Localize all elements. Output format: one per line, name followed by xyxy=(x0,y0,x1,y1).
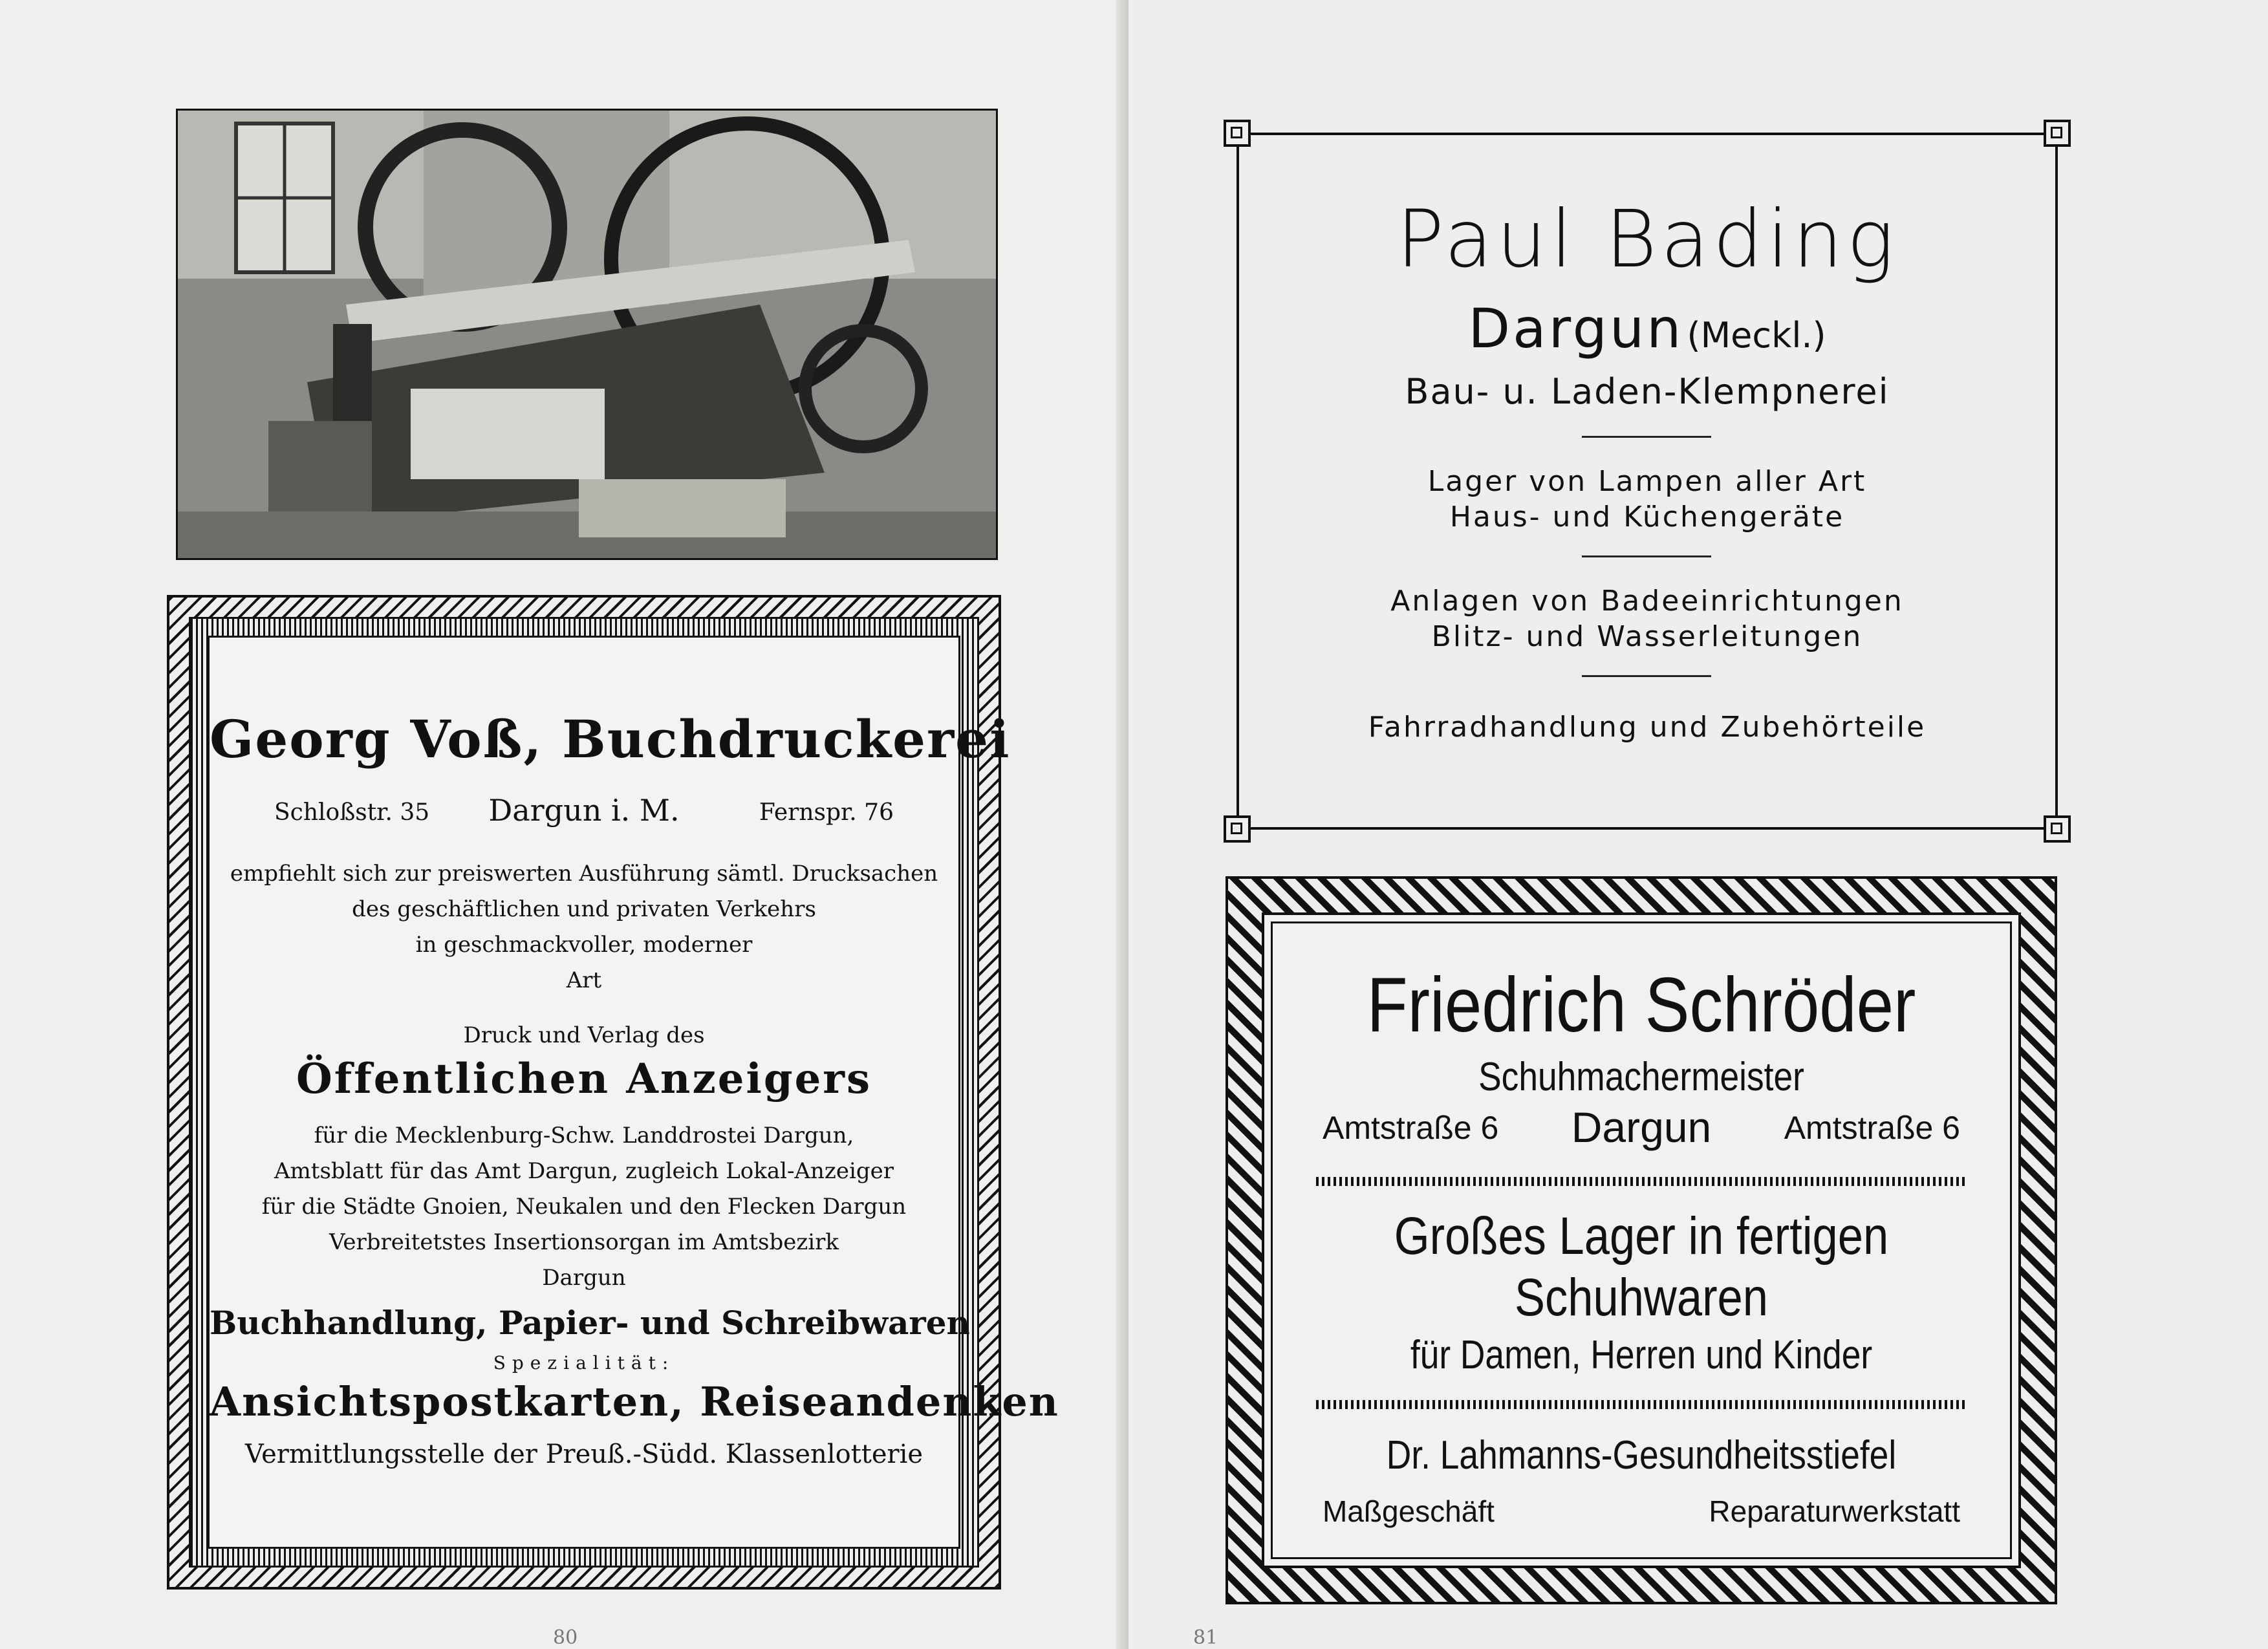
schroeder-city: Dargun xyxy=(1571,1103,1712,1151)
voss-newspaper-line-2: Amtsblatt für das Amt Dargun, zugleich Lokal-Anzeiger xyxy=(274,1158,894,1184)
schroeder-street-right: Amtstraße 6 xyxy=(1784,1110,1960,1146)
dotted-divider xyxy=(1316,1400,1967,1409)
voss-phone: Fernspr. 76 xyxy=(759,799,894,826)
schroeder-name: Friedrich Schröder xyxy=(1366,962,1916,1048)
voss-newspaper-line-5: Dargun xyxy=(542,1265,626,1291)
schroeder-street-left: Amtstraße 6 xyxy=(1323,1110,1499,1146)
bading-trade: Bau- u. Laden-Klempnerei xyxy=(1405,371,1890,412)
schroeder-title: Schuhmachermeister xyxy=(1478,1055,1804,1099)
frame-corner-ornament xyxy=(2044,815,2071,843)
bading-city: Dargun xyxy=(1468,297,1684,360)
divider xyxy=(1582,555,1711,557)
bading-line-c: Fahrradhandlung und Zubehörteile xyxy=(1368,711,1927,744)
voss-intro-line-3: in geschmackvoller, moderner xyxy=(415,932,753,958)
voss-newspaper-line-4: Verbreitetstes Insertionsorgan im Amtsbezirk xyxy=(329,1229,839,1255)
left-page xyxy=(0,0,1129,1649)
bading-line-a1: Lager von Lampen aller Art xyxy=(1427,465,1867,498)
voss-intro-line-1: empfiehlt sich zur preiswerten Ausführung sämtl. Drucksachen xyxy=(230,861,938,887)
bading-advertisement xyxy=(1237,133,2058,830)
divider xyxy=(1582,436,1711,438)
bading-line-b2: Blitz- und Wasserleitungen xyxy=(1431,620,1863,653)
voss-shop: Buchhandlung, Papier- und Schreibwaren xyxy=(210,1304,970,1342)
schroeder-advertisement xyxy=(1262,912,2021,1568)
bading-city-line xyxy=(1239,297,2055,360)
bading-line-b1: Anlagen von Badeeinrichtungen xyxy=(1390,585,1904,618)
voss-special: Ansichtspostkarten, Reiseandenken xyxy=(210,1378,1059,1425)
voss-newspaper: Öffentlichen Anzeigers xyxy=(296,1055,872,1103)
bading-region: (Meckl.) xyxy=(1687,315,1826,356)
divider xyxy=(1582,675,1711,677)
page-number-right: 81 xyxy=(1193,1626,1218,1649)
voss-city: Dargun i. M. xyxy=(488,793,680,828)
voss-advertisement xyxy=(208,636,1059,1549)
voss-newspaper-line-1: für die Mecklenburg-Schw. Landdrostei Dargun, xyxy=(314,1123,854,1148)
schroeder-headline-3: für Damen, Herren und Kinder xyxy=(1410,1333,1873,1377)
voss-intro-line-4: Art xyxy=(566,967,602,993)
schroeder-headline-1: Großes Lager in fertigen xyxy=(1394,1207,1889,1266)
page-number-left: 80 xyxy=(553,1626,578,1649)
schroeder-right-note: Reparaturwerkstatt xyxy=(1709,1494,1960,1528)
frame-corner-ornament xyxy=(1224,815,1251,843)
schroeder-brand: Dr. Lahmanns-Gesundheitsstiefel xyxy=(1386,1433,1897,1478)
dotted-divider xyxy=(1316,1177,1967,1186)
voss-special-label: Spezialität: xyxy=(493,1352,675,1374)
bading-name: Paul Bading xyxy=(1396,193,1898,285)
ornamental-border xyxy=(167,595,1059,1590)
frame-corner-ornament xyxy=(1224,120,1251,147)
voss-title: Georg Voß, Buchdruckerei xyxy=(210,709,1011,770)
voss-newspaper-line-3: für die Städte Gnoien, Neukalen und den Flecken Dargun xyxy=(261,1194,907,1220)
frame-corner-ornament xyxy=(2044,120,2071,147)
inner-hatched-border xyxy=(189,617,1059,1568)
bading-line-a2: Haus- und Küchengeräte xyxy=(1449,501,1845,534)
voss-address: Schloßstr. 35 xyxy=(274,799,430,826)
voss-druck-line: Druck und Verlag des xyxy=(463,1022,705,1048)
schroeder-left-note: Maßgeschäft xyxy=(1323,1494,1495,1528)
right-page xyxy=(1129,0,2268,1649)
voss-lottery: Vermittlungsstelle der Preuß.-Südd. Klassenlotterie xyxy=(244,1439,923,1469)
voss-intro-line-2: des geschäftlichen und privaten Verkehrs xyxy=(352,896,816,922)
schroeder-border xyxy=(1226,876,2057,1604)
schroeder-headline-2: Schuhwaren xyxy=(1514,1268,1769,1327)
printing-press-photo xyxy=(176,109,998,560)
